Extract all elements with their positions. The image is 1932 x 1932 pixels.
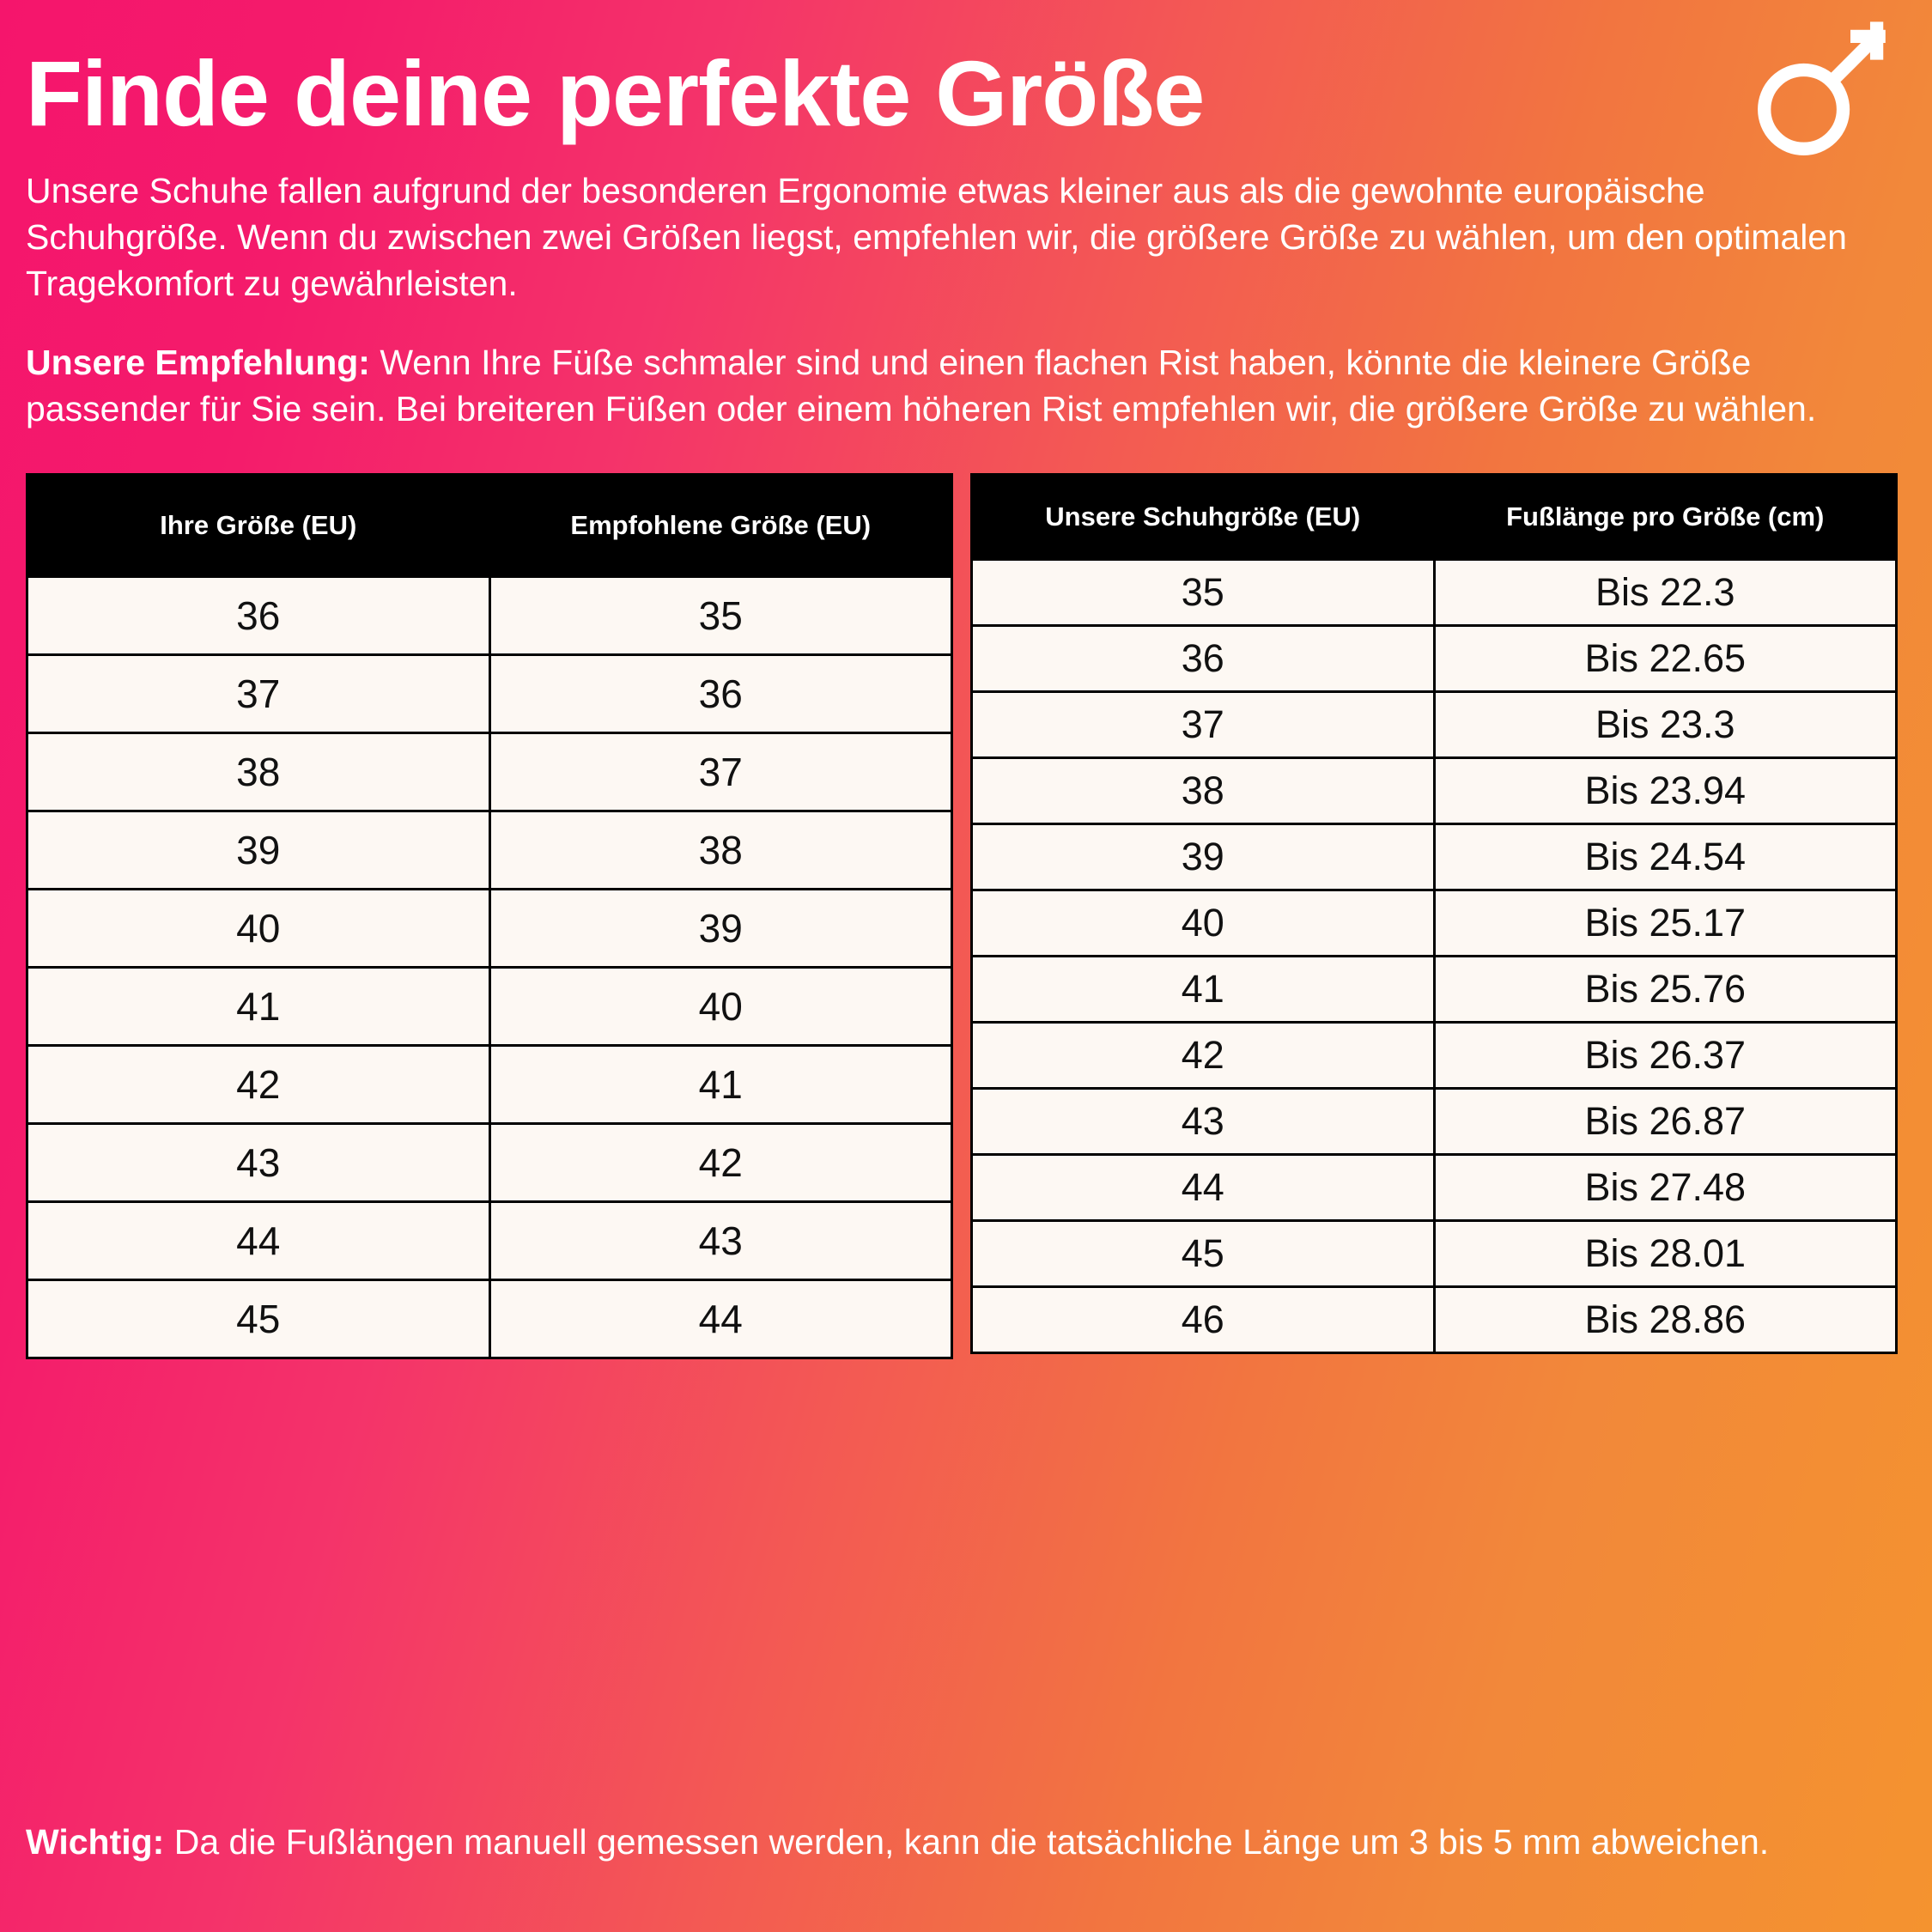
cell-recommended-size: 37 (489, 733, 952, 811)
cell-your-size: 39 (27, 811, 490, 890)
cell-our-size: 46 (972, 1287, 1435, 1353)
background-watermark (0, 1631, 76, 1932)
left-table-body (27, 577, 952, 1358)
cell-your-size: 40 (27, 890, 490, 968)
cell-your-size: 42 (27, 1046, 490, 1124)
column-header-recommended-size: Empfohlene Größe (EU) (489, 475, 952, 577)
table-row (972, 957, 1897, 1023)
cell-foot-length: Bis 23.94 (1434, 758, 1897, 824)
recommendation-text: Wenn Ihre Füße schmaler sind und einen flachen Rist haben, könnte die kleinere Größe passender für Sie sein. Bei breiteren Füßen oder einem höheren Rist empfehlen wir, die größere Größe zu wählen. (26, 343, 1817, 429)
cell-our-size: 43 (972, 1089, 1435, 1155)
cell-foot-length: Bis 26.37 (1434, 1023, 1897, 1089)
recommendation-label: Unsere Empfehlung: (26, 343, 370, 383)
column-header-our-size: Unsere Schuhgröße (EU) (972, 475, 1435, 560)
table-row (27, 1202, 952, 1280)
cell-our-size: 36 (972, 626, 1435, 692)
cell-our-size: 40 (972, 890, 1435, 957)
cell-recommended-size: 43 (489, 1202, 952, 1280)
table-row (27, 1280, 952, 1358)
cell-our-size: 44 (972, 1155, 1435, 1221)
table-row (972, 1221, 1897, 1287)
cell-recommended-size: 39 (489, 890, 952, 968)
size-conversion-table (26, 473, 953, 1359)
cell-foot-length: Bis 25.76 (1434, 957, 1897, 1023)
right-table-body (972, 560, 1897, 1353)
cell-our-size: 38 (972, 758, 1435, 824)
table-row (972, 1155, 1897, 1221)
tables-container (26, 473, 1906, 1359)
important-label: Wichtig: (26, 1821, 165, 1862)
table-row (27, 733, 952, 811)
cell-your-size: 38 (27, 733, 490, 811)
table-row (972, 1287, 1897, 1353)
table-row (27, 890, 952, 968)
cell-foot-length: Bis 28.01 (1434, 1221, 1897, 1287)
table-header-row (27, 475, 952, 577)
male-gender-icon (1748, 19, 1894, 165)
column-header-foot-length: Fußlänge pro Größe (cm) (1434, 475, 1897, 560)
table-row (972, 626, 1897, 692)
table-row (972, 890, 1897, 957)
table-row (972, 758, 1897, 824)
left-table-wrapper (26, 473, 953, 1359)
cell-foot-length: Bis 27.48 (1434, 1155, 1897, 1221)
table-row (972, 824, 1897, 890)
important-text: Da die Fußlängen manuell gemessen werden, kann die tatsächliche Länge um 3 bis 5 mm abweichen. (164, 1821, 1770, 1862)
column-header-your-size: Ihre Größe (EU) (27, 475, 490, 577)
cell-our-size: 39 (972, 824, 1435, 890)
cell-recommended-size: 35 (489, 577, 952, 655)
cell-your-size: 43 (27, 1124, 490, 1202)
cell-our-size: 35 (972, 560, 1435, 626)
cell-your-size: 36 (27, 577, 490, 655)
table-row (27, 1046, 952, 1124)
cell-foot-length: Bis 28.86 (1434, 1287, 1897, 1353)
table-row (972, 692, 1897, 758)
cell-your-size: 41 (27, 968, 490, 1046)
table-row (27, 1124, 952, 1202)
table-row (972, 1089, 1897, 1155)
cell-foot-length: Bis 23.3 (1434, 692, 1897, 758)
cell-foot-length: Bis 26.87 (1434, 1089, 1897, 1155)
table-row (972, 1023, 1897, 1089)
cell-recommended-size: 38 (489, 811, 952, 890)
table-row (972, 560, 1897, 626)
cell-your-size: 44 (27, 1202, 490, 1280)
table-row (27, 655, 952, 733)
important-note (26, 1819, 1906, 1865)
recommendation-paragraph (26, 339, 1898, 432)
cell-foot-length: Bis 24.54 (1434, 824, 1897, 890)
cell-our-size: 45 (972, 1221, 1435, 1287)
cell-our-size: 41 (972, 957, 1435, 1023)
cell-recommended-size: 36 (489, 655, 952, 733)
right-table-wrapper (970, 473, 1898, 1359)
cell-our-size: 42 (972, 1023, 1435, 1089)
cell-our-size: 37 (972, 692, 1435, 758)
table-row (27, 811, 952, 890)
page-title: Finde deine perfekte Größe (26, 41, 1205, 145)
cell-recommended-size: 42 (489, 1124, 952, 1202)
table-header-row (972, 475, 1897, 560)
cell-your-size: 37 (27, 655, 490, 733)
foot-length-table (970, 473, 1898, 1354)
cell-foot-length: Bis 22.65 (1434, 626, 1897, 692)
cell-recommended-size: 44 (489, 1280, 952, 1358)
cell-recommended-size: 41 (489, 1046, 952, 1124)
table-row (27, 577, 952, 655)
cell-foot-length: Bis 25.17 (1434, 890, 1897, 957)
table-row (27, 968, 952, 1046)
intro-paragraph: Unsere Schuhe fallen aufgrund der besonderen Ergonomie etwas kleiner aus als die gewohnte europäische Schuhgröße. Wenn du zwischen zwei Größen liegst, empfehlen wir, die größere Größe zu wählen, um den optimalen Tragekomfort zu gewährleisten. (26, 170, 1847, 304)
cell-foot-length: Bis 22.3 (1434, 560, 1897, 626)
cell-your-size: 45 (27, 1280, 490, 1358)
cell-recommended-size: 40 (489, 968, 952, 1046)
